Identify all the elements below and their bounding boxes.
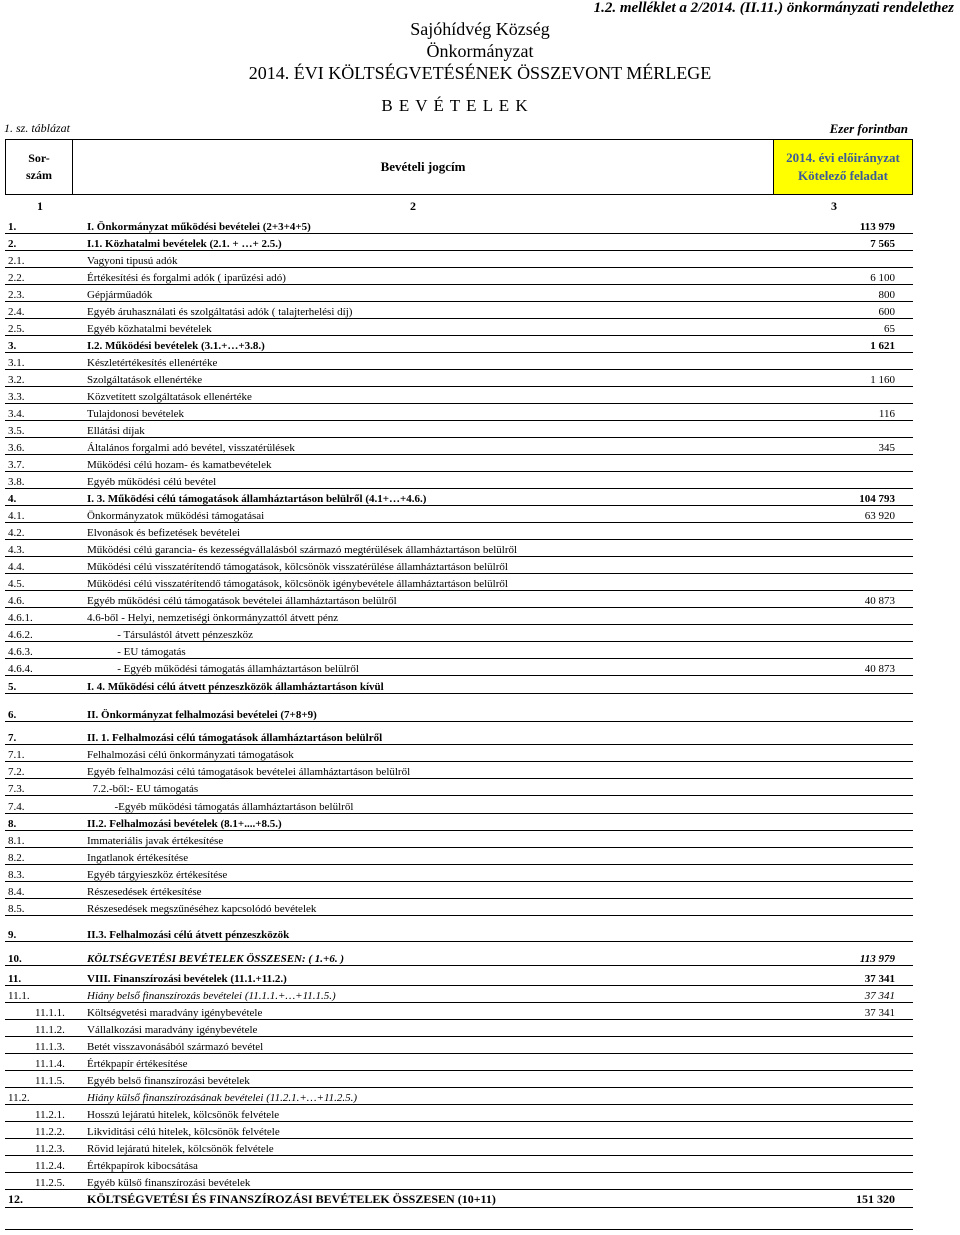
table-row — [5, 625, 913, 642]
row-number: 8.2. — [8, 852, 25, 864]
row-label: Felhalmozási célú önkormányzati támogatások — [87, 749, 294, 761]
row-number: 4. — [8, 493, 17, 505]
row-number: 4.2. — [8, 527, 25, 539]
row-amount: 345 — [878, 442, 895, 454]
row-number: 4.6.1. — [8, 612, 33, 624]
row-label: Közvetített szolgáltatások ellenértéke — [87, 391, 252, 403]
row-number: 4.4. — [8, 561, 25, 573]
table-row — [5, 916, 913, 942]
row-label: Hosszú lejáratú hitelek, kölcsönök felvétele — [87, 1109, 280, 1121]
row-label: - Társulástól átvett pénzeszköz — [87, 629, 253, 641]
currency-unit: Ezer forintban — [829, 121, 908, 136]
table-row — [5, 942, 913, 966]
row-amount: 104 793 — [859, 493, 895, 505]
row-number: 11.1.2. — [35, 1024, 65, 1036]
table-row — [5, 694, 913, 722]
row-number: 4.6.2. — [8, 629, 33, 641]
table-row — [5, 489, 913, 506]
row-amount: 37 341 — [864, 1007, 895, 1019]
table-row — [5, 472, 913, 489]
table-row — [5, 319, 913, 336]
row-amount: 113 979 — [859, 953, 895, 965]
document-title: 2014. ÉVI KÖLTSÉGVETÉSÉNEK ÖSSZEVONT MÉRLEGE — [248, 63, 712, 83]
row-number: 3.8. — [8, 476, 25, 488]
row-number: 3.4. — [8, 408, 25, 420]
table-row — [5, 1190, 913, 1208]
table-row — [5, 966, 913, 986]
table-number: 1. sz. táblázat — [4, 121, 71, 135]
table-row — [5, 1088, 913, 1105]
row-amount: 113 979 — [859, 221, 895, 233]
row-label: Ingatlanok értékesítése — [87, 852, 189, 864]
table-row — [5, 831, 913, 848]
table-row — [5, 455, 913, 472]
row-label: - Egyéb működési támogatás államháztartáson belülről — [87, 663, 359, 675]
revenue-table — [5, 217, 913, 1208]
row-number: 7.4. — [8, 801, 25, 813]
row-amount: 63 920 — [864, 510, 895, 522]
row-number: 11.1.5. — [35, 1075, 65, 1087]
row-label: Likviditási célú hitelek, kölcsönök felvétele — [87, 1126, 280, 1138]
table-row — [5, 779, 913, 796]
table-bottom-border — [5, 1229, 913, 1230]
table-row — [5, 1156, 913, 1173]
row-number: 4.5. — [8, 578, 25, 590]
row-number: 3.7. — [8, 459, 25, 471]
table-row — [5, 848, 913, 865]
row-label: II. 1. Felhalmozási célú támogatások államháztartáson belülről — [87, 732, 383, 744]
row-label: Egyéb külső finanszírozási bevételek — [87, 1177, 251, 1189]
row-amount: 37 341 — [864, 990, 895, 1002]
row-number: 12. — [8, 1192, 23, 1206]
row-label: Általános forgalmi adó bevétel, visszatérülések — [87, 442, 295, 454]
row-label: KÖLTSÉGVETÉSI BEVÉTELEK ÖSSZESEN: ( 1.+6. ) — [87, 953, 344, 965]
table-row — [5, 234, 913, 251]
row-amount: 1 621 — [870, 340, 895, 352]
table-row — [5, 814, 913, 831]
row-label: Értékesítési és forgalmi adók ( iparűzési adó) — [87, 272, 286, 284]
header-row-number-label: Sor-szám — [26, 151, 52, 182]
row-number: 7. — [8, 732, 17, 744]
row-label: Egyéb belső finanszírozási bevételek — [87, 1075, 250, 1087]
row-label: KÖLTSÉGVETÉSI ÉS FINANSZÍROZÁSI BEVÉTELEK ÖSSZESEN (10+11) — [87, 1192, 496, 1206]
table-row — [5, 217, 913, 234]
row-number: 11.2.2. — [35, 1126, 65, 1138]
header-row-number — [6, 140, 73, 194]
row-label: Ellátási díjak — [87, 425, 145, 437]
row-amount: 7 565 — [870, 238, 895, 250]
row-number: 11.2. — [8, 1092, 30, 1104]
table-row — [5, 642, 913, 659]
column-number-row — [5, 198, 913, 214]
table-row — [5, 659, 913, 676]
row-number: 11.1.3. — [35, 1041, 65, 1053]
row-number: 3. — [8, 340, 17, 352]
table-row — [5, 1122, 913, 1139]
row-label: Gépjárműadók — [87, 289, 153, 301]
row-label: Vállalkozási maradvány igénybevétele — [87, 1024, 258, 1036]
table-row — [5, 268, 913, 285]
row-label: 7.2.-ből:- EU támogatás — [87, 783, 199, 795]
row-number: 5. — [8, 681, 17, 693]
row-label: Egyéb közhatalmi bevételek — [87, 323, 212, 335]
row-number: 8.4. — [8, 886, 25, 898]
row-amount: 1 160 — [870, 374, 895, 386]
row-amount: 37 341 — [864, 973, 895, 985]
row-number: 11.2.3. — [35, 1143, 65, 1155]
row-number: 2.4. — [8, 306, 25, 318]
row-amount: 65 — [884, 323, 895, 335]
row-label: Részesedések értékesítése — [87, 886, 202, 898]
table-row — [5, 353, 913, 370]
row-amount: 116 — [878, 408, 895, 420]
table-row — [5, 1173, 913, 1190]
row-label: Vagyoni tipusú adók — [87, 255, 178, 267]
table-row — [5, 1020, 913, 1037]
table-row — [5, 865, 913, 882]
table-row — [5, 1139, 913, 1156]
row-number: 11.1. — [8, 990, 30, 1002]
row-label: Működési célú visszatérítendő támogatások, kölcsönök igénybevétele államháztartáson belülről — [87, 578, 508, 590]
row-label: II.3. Felhalmozási célú átvett pénzeszközök — [87, 929, 290, 941]
table-row — [5, 285, 913, 302]
row-amount: 151 320 — [856, 1192, 895, 1206]
table-row — [5, 557, 913, 574]
row-number: 8.1. — [8, 835, 25, 847]
table-row — [5, 574, 913, 591]
header-appropriation-year: 2014. évi előirányzat — [786, 150, 900, 165]
row-label: II.2. Felhalmozási bevételek (8.1+....+8.5.) — [87, 818, 282, 830]
row-label: -Egyéb működési támogatás államháztartáson belülről — [87, 801, 354, 813]
table-row — [5, 1003, 913, 1020]
row-label: II. Önkormányzat felhalmozási bevételei (7+8+9) — [87, 709, 317, 721]
table-row — [5, 591, 913, 608]
row-label: Szolgáltatások ellenértéke — [87, 374, 203, 386]
row-number: 6. — [8, 709, 17, 721]
table-row — [5, 676, 913, 694]
row-number: 3.1. — [8, 357, 25, 369]
row-label: Részesedések megszűnéséhez kapcsolódó bevételek — [87, 903, 317, 915]
row-label: I.1. Közhatalmi bevételek (2.1. + …+ 2.5.) — [87, 238, 282, 250]
table-row — [5, 986, 913, 1003]
row-label: Működési célú visszatérítendő támogatások, kölcsönök visszatérülése államháztartáson belülről — [87, 561, 508, 573]
row-number: 2.2. — [8, 272, 25, 284]
row-number: 3.5. — [8, 425, 25, 437]
row-label: Rövid lejáratú hitelek, kölcsönök felvétele — [87, 1143, 274, 1155]
row-number: 3.3. — [8, 391, 25, 403]
table-row — [5, 506, 913, 523]
table-row — [5, 882, 913, 899]
table-row — [5, 523, 913, 540]
row-amount: 800 — [878, 289, 895, 301]
table-row — [5, 762, 913, 779]
row-number: 11.1.4. — [35, 1058, 65, 1070]
row-number: 11.2.5. — [35, 1177, 65, 1189]
row-label: Egyéb működési célú bevétel — [87, 476, 217, 488]
header-revenue-title: Bevételi jogcím — [73, 140, 774, 194]
table-row — [5, 1037, 913, 1054]
row-number: 4.6. — [8, 595, 25, 607]
row-number: 3.2. — [8, 374, 25, 386]
row-label: Működési célú hozam- és kamatbevételek — [87, 459, 272, 471]
row-number: 11.2.1. — [35, 1109, 65, 1121]
row-number: 7.2. — [8, 766, 25, 778]
row-number: 3.6. — [8, 442, 25, 454]
row-number: 1. — [8, 221, 17, 233]
row-label: Elvonások és befizetések bevételei — [87, 527, 241, 539]
row-number: 4.1. — [8, 510, 25, 522]
row-label: Értékpapírok kibocsátása — [87, 1160, 198, 1172]
row-label: Egyéb tárgyieszköz értékesítése — [87, 869, 228, 881]
row-label: Egyéb felhalmozási célú támogatások bevételei államháztartáson belülről — [87, 766, 411, 778]
header-appropriation-type: Kötelező feladat — [798, 168, 888, 183]
table-row — [5, 387, 913, 404]
column-number-2: 2 — [410, 199, 416, 213]
municipality-name: Sajóhídvég Község — [410, 19, 550, 39]
column-number-3: 3 — [831, 199, 837, 213]
row-label: Immateriális javak értékesítése — [87, 835, 224, 847]
table-row — [5, 302, 913, 319]
row-label: Egyéb áruhasználati és szolgáltatási adók ( talajterhelési díj) — [87, 306, 353, 318]
row-number: 10. — [8, 953, 22, 965]
row-number: 8.5. — [8, 903, 25, 915]
row-label: Egyéb működési célú támogatások bevételei államháztartáson belülről — [87, 595, 397, 607]
row-label: Önkormányzatok működési támogatásai — [87, 510, 265, 522]
table-header — [5, 139, 913, 195]
table-row — [5, 438, 913, 455]
row-number: 2.5. — [8, 323, 25, 335]
row-label: 4.6-ből - Helyi, nemzetiségi önkormányzattól átvett pénz — [87, 612, 339, 624]
table-row — [5, 608, 913, 625]
row-number: 11.1.1. — [35, 1007, 65, 1019]
row-number: 8. — [8, 818, 17, 830]
row-label: - EU támogatás — [87, 646, 186, 658]
row-label: VIII. Finanszírozási bevételek (11.1.+11.2.) — [87, 973, 287, 985]
row-number: 7.1. — [8, 749, 25, 761]
header-appropriation — [774, 140, 912, 194]
row-number: 4.3. — [8, 544, 25, 556]
row-label: Készletértékesítés ellenértéke — [87, 357, 218, 369]
table-row — [5, 1071, 913, 1088]
row-number: 8.3. — [8, 869, 25, 881]
row-amount: 600 — [878, 306, 895, 318]
table-row — [5, 404, 913, 421]
row-label: Tulajdonosi bevételek — [87, 408, 185, 420]
row-number: 11.2.4. — [35, 1160, 65, 1172]
row-number: 2.3. — [8, 289, 25, 301]
row-label: Költségvetési maradvány igénybevétele — [87, 1007, 263, 1019]
row-label: Hiány belső finanszírozás bevételei (11.1.1.+…+11.1.5.) — [87, 990, 336, 1002]
table-row — [5, 370, 913, 387]
row-amount: 40 873 — [864, 663, 895, 675]
row-amount: 6 100 — [870, 272, 895, 284]
row-label: I. 3. Működési célú támogatások államháztartáson belülről (4.1+…+4.6.) — [87, 493, 427, 505]
table-row — [5, 1054, 913, 1071]
row-number: 2. — [8, 238, 17, 250]
row-number: 11. — [8, 973, 22, 985]
row-number: 9. — [8, 929, 17, 941]
row-number: 4.6.4. — [8, 663, 33, 675]
table-row — [5, 796, 913, 814]
column-number-1: 1 — [37, 199, 43, 213]
table-row — [5, 899, 913, 916]
annex-reference: 1.2. melléklet a 2/2014. (II.11.) önkormányzati rendelethez — [593, 0, 954, 16]
row-label: Hiány külső finanszírozásának bevételei (11.2.1.+…+11.2.5.) — [87, 1092, 358, 1104]
row-amount: 40 873 — [864, 595, 895, 607]
row-number: 7.3. — [8, 783, 25, 795]
table-row — [5, 251, 913, 268]
row-label: Betét visszavonásából származó bevétel — [87, 1041, 264, 1053]
table-row — [5, 540, 913, 557]
row-label: I. 4. Működési célú átvett pénzeszközök államháztartáson kívül — [87, 681, 384, 693]
table-row — [5, 745, 913, 762]
row-number: 2.1. — [8, 255, 25, 267]
table-row — [5, 421, 913, 438]
table-row — [5, 722, 913, 745]
row-label: I. Önkormányzat működési bevételei (2+3+4+5) — [87, 221, 311, 233]
row-label: Értékpapír értékesítése — [87, 1058, 188, 1070]
row-number: 4.6.3. — [8, 646, 33, 658]
row-label: Működési célú garancia- és kezességvállalásból származó megtérülések államháztartáson belülről — [87, 544, 518, 556]
table-row — [5, 1105, 913, 1122]
row-label: I.2. Működési bevételek (3.1.+…+3.8.) — [87, 340, 265, 352]
municipality-type: Önkormányzat — [426, 41, 534, 61]
table-row — [5, 336, 913, 353]
section-title: B E V É T E L E K — [381, 96, 529, 115]
